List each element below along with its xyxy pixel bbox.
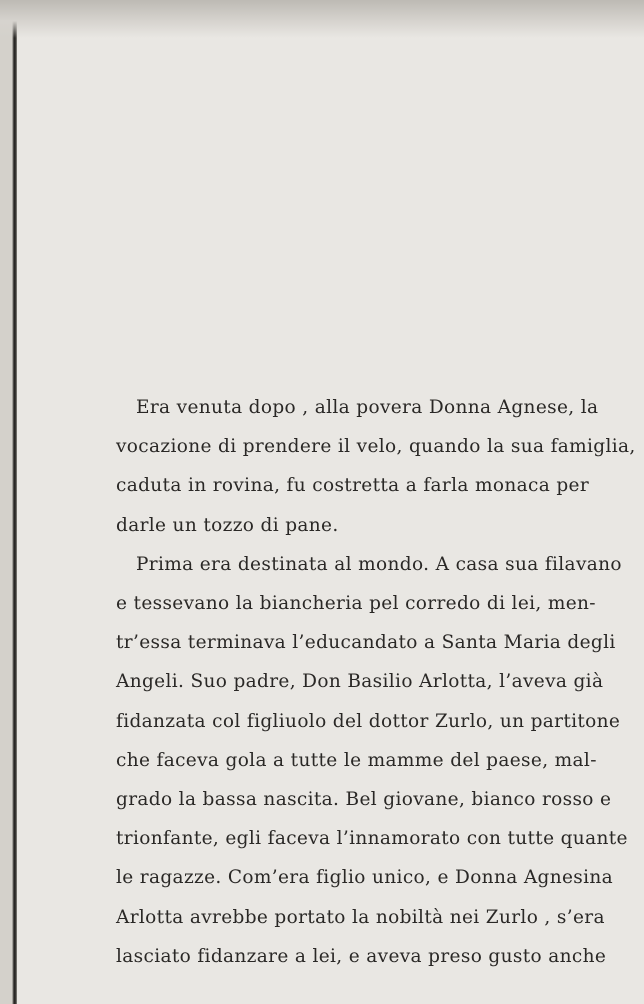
text-line: trionfante, egli faceva l’innamorato con tutte quante bbox=[116, 828, 628, 850]
text-line: Arlotta avrebbe portato la nobiltà nei Zurlo , s’era bbox=[116, 906, 605, 928]
text-line: vocazione di prendere il velo, quando la sua famiglia, bbox=[116, 436, 636, 458]
text-line: darle un tozzo di pane. bbox=[116, 514, 339, 536]
text-line: Era venuta dopo , alla povera Donna Agnese, la bbox=[136, 397, 599, 418]
book-spine-edge bbox=[12, 0, 17, 1004]
text-line: e tessevano la biancheria pel corredo di lei, men- bbox=[116, 593, 596, 615]
paragraph bbox=[116, 545, 628, 976]
text-line: lasciato fidanzare a lei, e aveva preso gusto anche bbox=[116, 945, 607, 967]
body-text bbox=[116, 388, 636, 976]
text-line: che faceva gola a tutte le mamme del paese, mal- bbox=[116, 749, 597, 771]
text-line: fidanzata col figliuolo del dottor Zurlo, un partitone bbox=[116, 710, 621, 732]
text-line: caduta in rovina, fu costretta a farla monaca per bbox=[116, 475, 590, 497]
page-top-shadow bbox=[0, 0, 644, 38]
page-margin bbox=[0, 0, 12, 1004]
text-line: tr’essa terminava l’educandato a Santa Maria degli bbox=[116, 632, 616, 654]
paragraph bbox=[116, 388, 636, 545]
text-line: le ragazze. Com’era figlio unico, e Donna Agnesina bbox=[116, 867, 614, 889]
text-line: Angeli. Suo padre, Don Basilio Arlotta, l’aveva già bbox=[116, 671, 604, 693]
text-line: Prima era destinata al mondo. A casa sua filavano bbox=[136, 553, 622, 575]
text-line: grado la bassa nascita. Bel giovane, bianco rosso e bbox=[116, 789, 612, 811]
